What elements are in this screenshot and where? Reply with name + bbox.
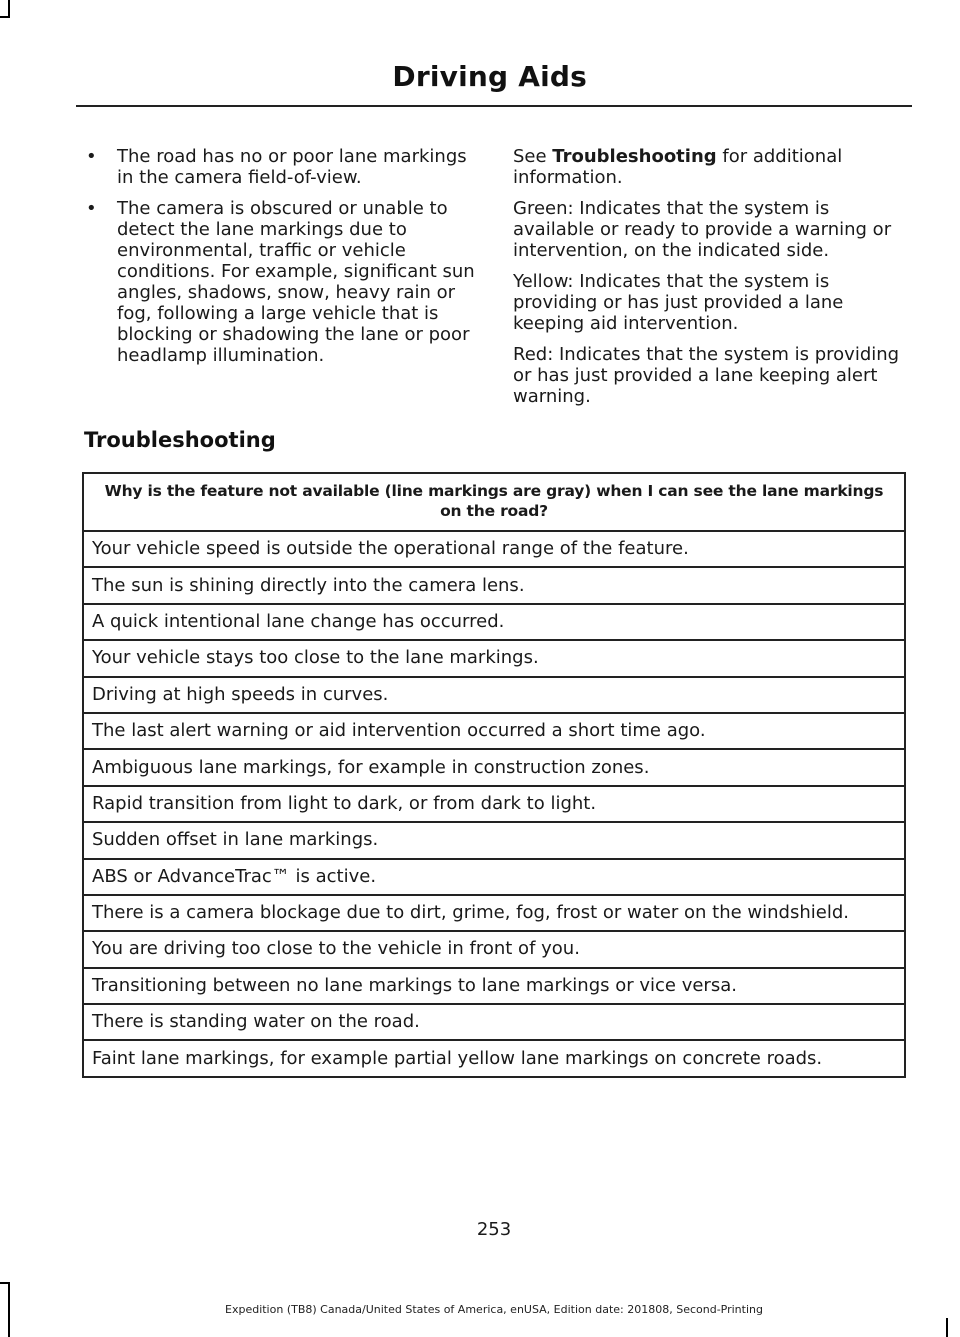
- table-header-row: [83, 473, 905, 531]
- header-divider: [76, 105, 912, 107]
- red-indicator-text: Red: Indicates that the system is providing or has just provided a lane keeping alert warning.: [513, 344, 900, 407]
- bullet-icon: •: [86, 146, 97, 167]
- table-row: [83, 822, 905, 858]
- table-row: [83, 786, 905, 822]
- footer-edition-info: Expedition (TB8) Canada/United States of America, enUSA, Edition date: 201808, Second-Printing: [225, 1303, 763, 1316]
- table-row: [83, 749, 905, 785]
- table-row: [83, 1004, 905, 1040]
- table-row: [83, 567, 905, 603]
- table-cell: A quick intentional lane change has occurred.: [83, 604, 905, 640]
- table-row: [83, 604, 905, 640]
- table-cell: Faint lane markings, for example partial yellow lane markings on concrete roads.: [83, 1040, 905, 1076]
- table-cell: Driving at high speeds in curves.: [83, 677, 905, 713]
- table-cell: Your vehicle speed is outside the operational range of the feature.: [83, 531, 905, 567]
- table-row: [83, 895, 905, 931]
- table-cell: Transitioning between no lane markings to lane markings or vice versa.: [83, 968, 905, 1004]
- table-cell: There is a camera blockage due to dirt, grime, fog, frost or water on the windshield.: [83, 895, 905, 931]
- crop-mark-bottom-right: [946, 1318, 948, 1337]
- table-cell: ABS or AdvanceTrac™ is active.: [83, 859, 905, 895]
- table-row: [83, 968, 905, 1004]
- table-cell: There is standing water on the road.: [83, 1004, 905, 1040]
- right-column: [513, 146, 913, 417]
- table-row: [83, 677, 905, 713]
- list-item: [84, 146, 484, 188]
- table-cell: The sun is shining directly into the camera lens.: [83, 567, 905, 603]
- table-cell: You are driving too close to the vehicle in front of you.: [83, 931, 905, 967]
- table-cell: Sudden offset in lane markings.: [83, 822, 905, 858]
- table-header: Why is the feature not available (line markings are gray) when I can see the lane markings on the road?: [83, 473, 905, 531]
- table-cell: Ambiguous lane markings, for example in construction zones.: [83, 749, 905, 785]
- crop-mark-top-left: [8, 0, 10, 16]
- bullet-icon: •: [86, 198, 97, 219]
- section-title: Troubleshooting: [84, 428, 276, 452]
- crop-mark-bottom-left-h: [0, 1282, 10, 1284]
- table-cell: Your vehicle stays too close to the lane markings.: [83, 640, 905, 676]
- troubleshooting-reference: Troubleshooting: [552, 146, 717, 167]
- troubleshooting-table: [82, 472, 906, 1078]
- table-row: [83, 1040, 905, 1076]
- crop-mark-top-left-h: [0, 16, 10, 18]
- table-row: [83, 640, 905, 676]
- see-prefix: See: [513, 146, 553, 167]
- yellow-indicator-text: Yellow: Indicates that the system is providing or has just provided a lane keeping aid intervention.: [513, 271, 844, 334]
- page-number: 253: [476, 1219, 512, 1240]
- green-indicator-text: Green: Indicates that the system is available or ready to provide a warning or intervention, on the indicated side.: [513, 198, 892, 261]
- table-row: [83, 859, 905, 895]
- table-row: [83, 531, 905, 567]
- table-cell: Rapid transition from light to dark, or from dark to light.: [83, 786, 905, 822]
- see-reference: [513, 146, 913, 188]
- bullet-text: The camera is obscured or unable to detect the lane markings due to environmental, traffic or vehicle conditions. For example, significant sun angles, shadows, snow, heavy rain or fog, following a large vehicle that is blocking or shadowing the lane or poor headlamp illumination.: [117, 198, 475, 366]
- page-title: Driving Aids: [392, 60, 587, 93]
- table-row: [83, 931, 905, 967]
- bullet-text: The road has no or poor lane markings in the camera field-of-view.: [117, 146, 467, 188]
- see-suffix: for additional information.: [513, 146, 843, 188]
- table-cell: The last alert warning or aid intervention occurred a short time ago.: [83, 713, 905, 749]
- list-item: [84, 198, 484, 366]
- left-column: [84, 146, 484, 376]
- table-row: [83, 713, 905, 749]
